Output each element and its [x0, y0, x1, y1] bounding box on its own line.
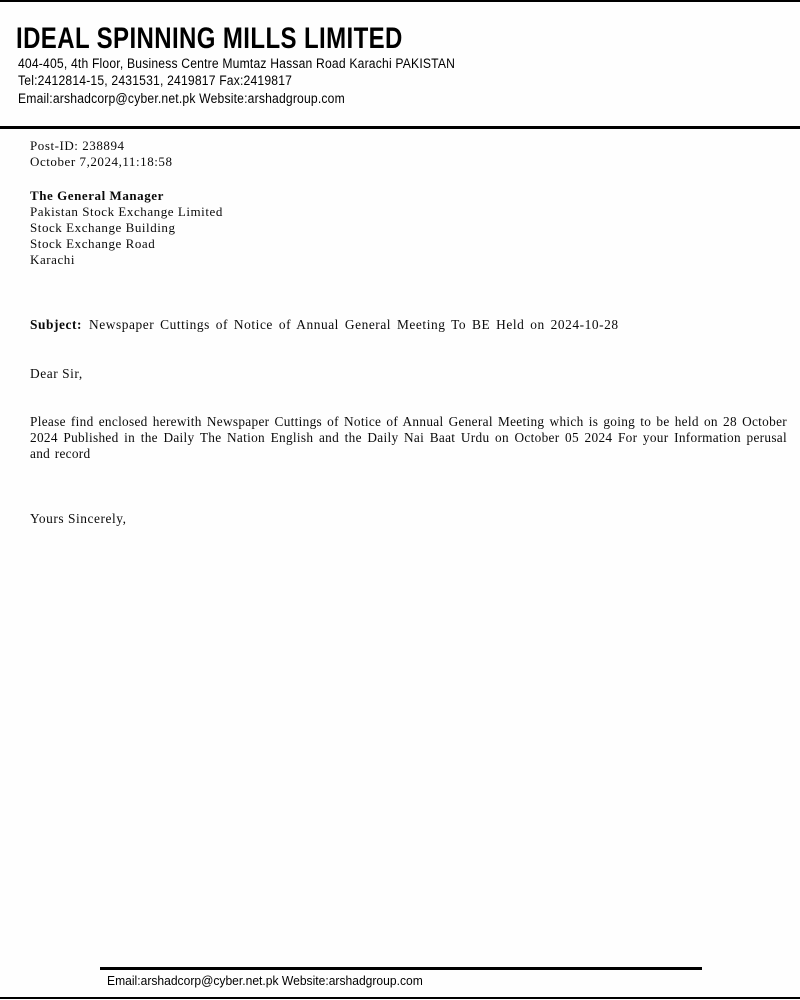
post-meta	[30, 138, 173, 170]
post-datetime: October 7,2024,11:18:58	[30, 154, 173, 169]
page-top-border	[0, 0, 800, 2]
recipient-line: Stock Exchange Road	[30, 236, 156, 251]
company-name: IDEAL SPINNING MILLS LIMITED	[16, 22, 403, 55]
letter-body: Please find enclosed herewith Newspaper Cuttings of Notice of Annual General Meeting which is going to be held on 28 October 2024 Published in the Daily The Nation English and the Daily Nai Baat Urdu on October 05 2024 For your Information perusal and record	[30, 414, 787, 461]
letterhead-email-website: Email:arshadcorp@cyber.net.pk Website:arshadgroup.com	[18, 90, 345, 106]
header-divider	[0, 126, 800, 129]
recipient-line: Karachi	[30, 252, 75, 267]
recipient-line: Stock Exchange Building	[30, 220, 176, 235]
recipient-address	[30, 188, 223, 268]
recipient-title: The General Manager	[30, 188, 164, 203]
letterhead-phone: Tel:2412814-15, 2431531, 2419817 Fax:2419817	[18, 73, 293, 89]
salutation: Dear Sir,	[30, 366, 83, 381]
recipient-line: Pakistan Stock Exchange Limited	[30, 204, 223, 219]
footer-email-website: Email:arshadcorp@cyber.net.pk Website:arshadgroup.com	[107, 973, 423, 988]
subject-label: Subject:	[30, 317, 83, 332]
page-bottom-border	[0, 997, 800, 999]
letterhead-contact-block	[18, 55, 455, 107]
footer-divider	[100, 967, 702, 970]
closing: Yours Sincerely,	[30, 511, 127, 526]
subject-line	[30, 317, 619, 333]
subject-text: Newspaper Cuttings of Notice of Annual General Meeting To BE Held on 2024-10-28	[89, 317, 619, 332]
letterhead-address: 404-405, 4th Floor, Business Centre Mumtaz Hassan Road Karachi PAKISTAN	[18, 56, 456, 71]
post-id: Post-ID: 238894	[30, 138, 125, 153]
